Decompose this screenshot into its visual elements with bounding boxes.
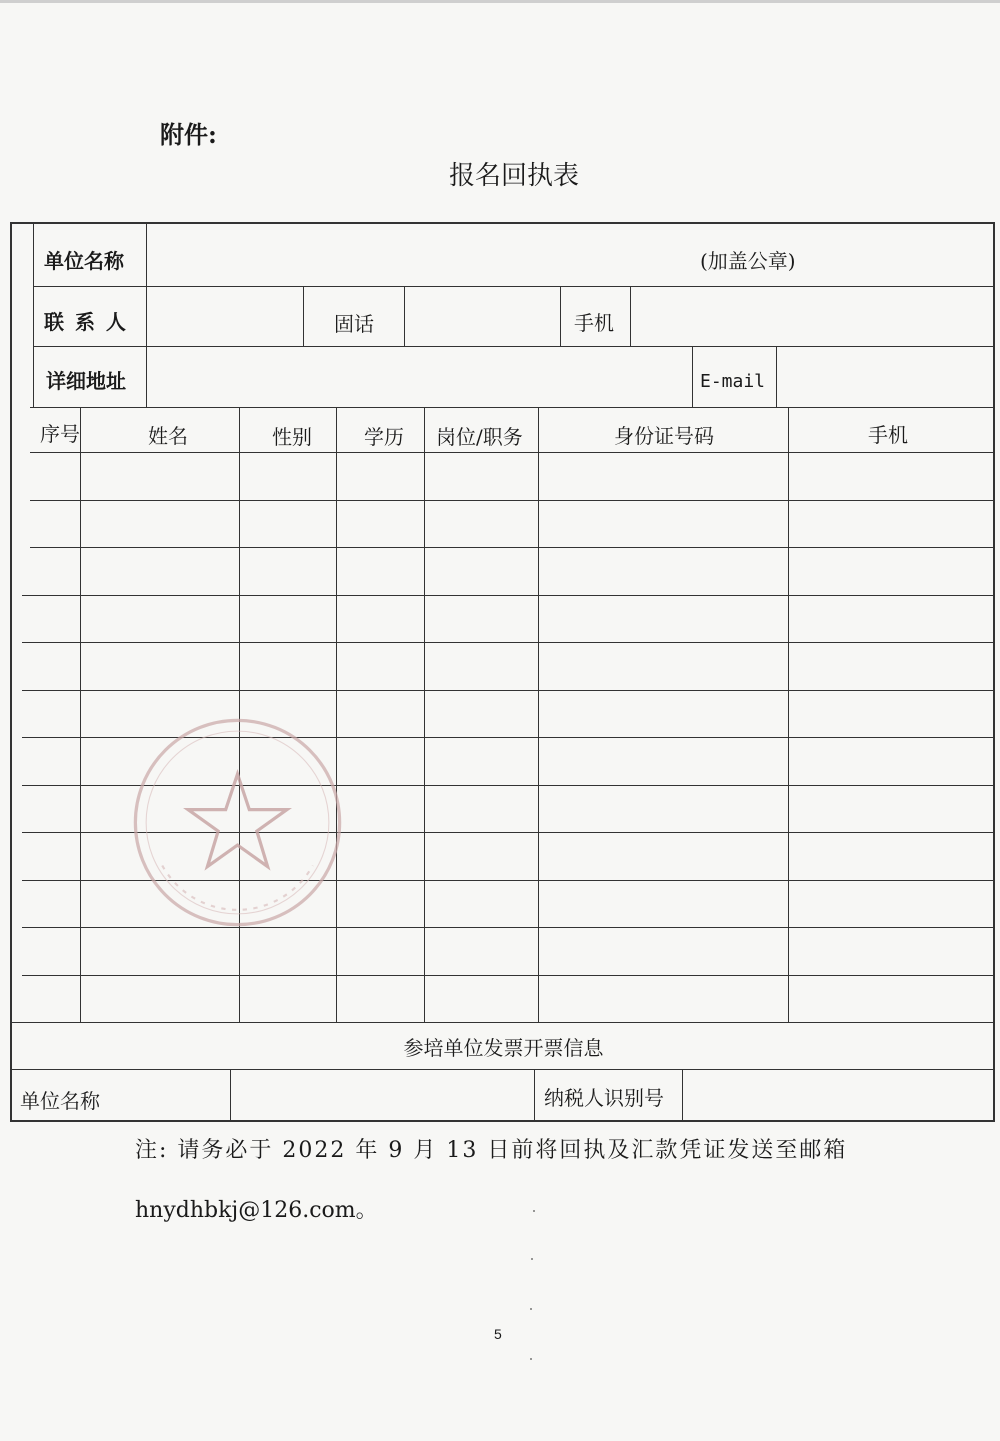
col-header-index: 序号 [40, 422, 80, 446]
page-title: 报名回执表 [448, 161, 579, 191]
col-header-name: 姓名 [148, 424, 188, 448]
mobile-label: 手机 [574, 311, 614, 335]
table-row [30, 547, 995, 548]
table-row [22, 880, 995, 881]
invoice-unit-name-label: 单位名称 [20, 1089, 100, 1113]
seal-note: (加盖公章) [700, 249, 796, 273]
footer-email: hnydhbkj@126.com。 [135, 1198, 378, 1223]
footer-note: 注: 请务必于 2022 年 9 月 13 日前将回执及汇款凭证发送至邮箱 [135, 1138, 848, 1163]
scan-speck [530, 1358, 532, 1360]
unit-name-label: 单位名称 [44, 249, 124, 273]
table-row [22, 832, 995, 833]
scan-speck [530, 1308, 532, 1310]
address-label: 详细地址 [46, 369, 126, 393]
table-row [30, 500, 995, 501]
contact-label: 联 系 人 [44, 310, 128, 334]
table-row [22, 737, 995, 738]
landline-label: 固话 [334, 312, 374, 336]
table-row [22, 690, 995, 691]
scan-edge [0, 0, 1000, 3]
table-row [22, 642, 995, 643]
col-header-position: 岗位/职务 [436, 425, 523, 449]
col-header-education: 学历 [364, 425, 404, 449]
table-row [22, 975, 995, 976]
registration-form [10, 222, 995, 1122]
col-header-gender: 性别 [272, 425, 312, 449]
scan-speck [531, 1258, 533, 1260]
col-header-mobile: 手机 [868, 423, 908, 447]
scan-speck [533, 1210, 535, 1212]
col-header-id-number: 身份证号码 [614, 424, 714, 448]
email-label: E-mail [700, 371, 766, 392]
attachment-label: 附件: [160, 120, 217, 149]
taxpayer-id-label: 纳税人识别号 [544, 1086, 664, 1110]
table-row [22, 927, 995, 928]
page-number: 5 [494, 1326, 502, 1342]
table-row [30, 452, 995, 453]
table-row [22, 595, 995, 596]
table-row [22, 785, 995, 786]
invoice-section-title: 参培单位发票开票信息 [403, 1036, 604, 1060]
